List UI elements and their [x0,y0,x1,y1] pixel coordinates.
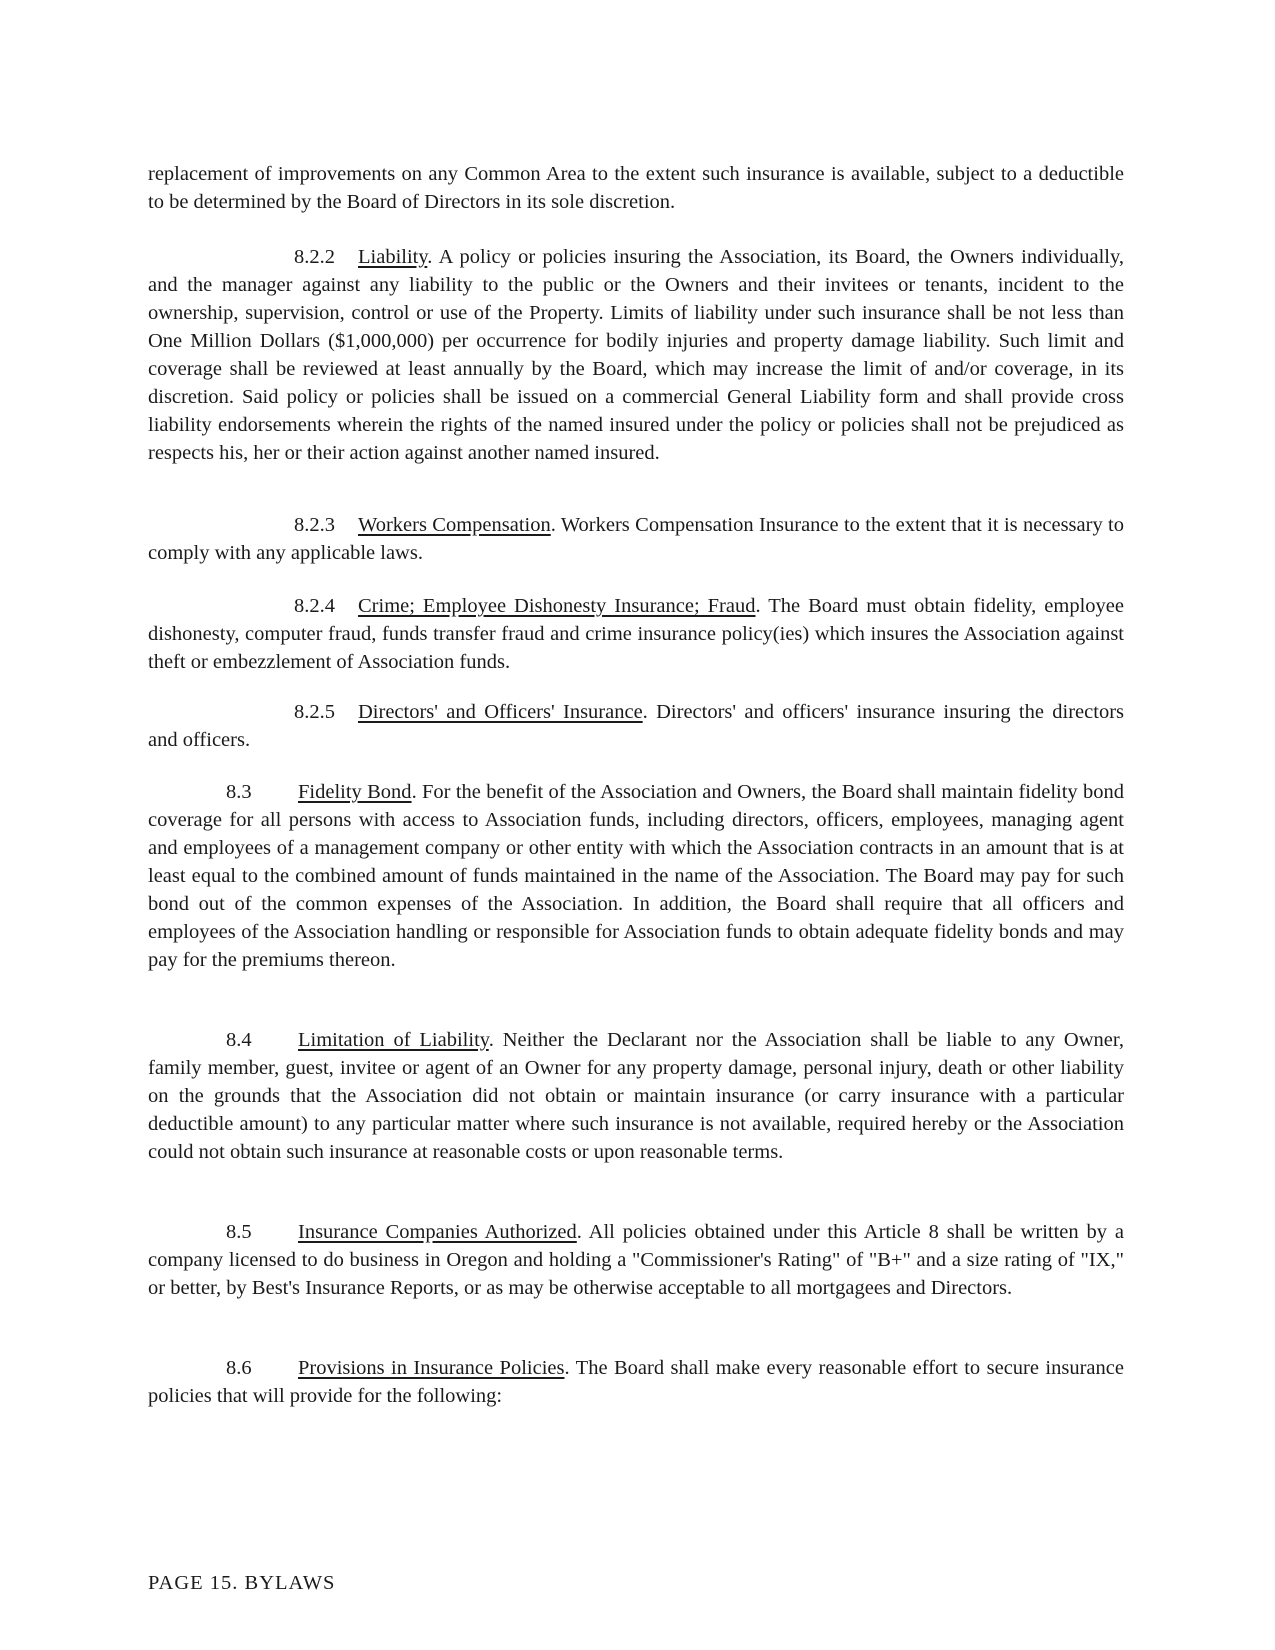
section-number: 8.4 [226,1029,252,1051]
section-text: Workers Compensation Insurance to the extent that it is necessary to comply with any applicable laws. [148,514,1124,564]
section-8-5: 8.5 Insurance Companies Authorized. All policies obtained under this Article 8 shall be written by a company licensed to do business in Oregon and holding a "Commissioner's Rating" of "B+" and a size rating of "IX," or better, by Best's Insurance Reports, or as may be otherwise acceptable to all mortgagees and Directors. [148,1218,1124,1302]
section-text: Directors' and officers' insurance insuring the directors and officers. [148,701,1124,751]
section-text: The Board shall make every reasonable effort to secure insurance policies that will provide for the following: [148,1357,1124,1407]
continuation-paragraph: replacement of improvements on any Common Area to the extent such insurance is available, subject to a deductible to be determined by the Board of Directors in its sole discretion. [148,163,1124,213]
section-number: 8.6 [226,1357,252,1379]
section-8-4: 8.4 Limitation of Liability. Neither the Declarant nor the Association shall be liable to any Owner, family member, guest, invitee or agent of an Owner for any property damage, personal injury, death or other liability on the grounds that the Association did not obtain or maintain insurance (or carry insurance with a particular deductible amount) to any particular matter where such insurance is not available, required hereby or the Association could not obtain such insurance at reasonable costs or upon reasonable terms. [148,1026,1124,1166]
section-8-2-5: 8.2.5 Directors' and Officers' Insurance. Directors' and officers' insurance insuring the directors and officers. [148,698,1124,754]
section-text: Neither the Declarant nor the Association shall be liable to any Owner, family member, guest, invitee or agent of an Owner for any property damage, personal injury, death or other liability on the grounds that the Association did not obtain or maintain insurance (or carry insurance with a particular deductible amount) to any particular matter where such insurance is not available, required hereby or the Association could not obtain such insurance at reasonable costs or upon reasonable terms. [148,1029,1125,1163]
section-8-2-2: 8.2.2 Liability. A policy or policies insuring the Association, its Board, the Owners individually, and the manager against any liability to the public or the Owners and their invitees or tenants, incident to the ownership, supervision, control or use of the Property. Limits of liability under such insurance shall be not less than One Million Dollars ($1,000,000) per occurrence for bodily injuries and property damage liability. Such limit and coverage shall be reviewed at least annually by the Board, which may increase the limit of and/or coverage, in its discretion. Said policy or policies shall be issued on a commercial General Liability form and shall provide cross liability endorsements wherein the rights of the named insured under the policy or policies shall not be prejudiced as respects his, her or their action against another named insured. [148,243,1124,467]
section-8-2-4: 8.2.4 Crime; Employee Dishonesty Insurance; Fraud. The Board must obtain fidelity, employee dishonesty, computer fraud, funds transfer fraud and crime insurance policy(ies) which insures the Association against theft or embezzlement of Association funds. [148,592,1124,676]
section-8-3: 8.3 Fidelity Bond. For the benefit of the Association and Owners, the Board shall maintain fidelity bond coverage for all persons with access to Association funds, including directors, officers, employees, managing agent and employees of a management company or other entity with which the Association contracts in an amount that is at least equal to the combined amount of funds maintained in the name of the Association. The Board may pay for such bond out of the common expenses of the Association. In addition, the Board shall require that all officers and employees of the Association handling or responsible for Association funds to obtain adequate fidelity bonds and may pay for the premiums thereon. [148,778,1124,974]
page-footer: PAGE 15. BYLAWS [148,1572,336,1594]
section-text: The Board must obtain fidelity, employee dishonesty, computer fraud, funds transfer fraud and crime insurance policy(ies) which insures the Association against theft or embezzlement of Association funds. [148,595,1124,673]
section-8-6: 8.6 Provisions in Insurance Policies. The Board shall make every reasonable effort to secure insurance policies that will provide for the following: [148,1354,1124,1410]
section-number: 8.5 [226,1221,252,1243]
section-number: 8.2.4 [294,595,335,617]
section-heading: Insurance Companies Authorized [298,1221,577,1243]
section-8-2-3: 8.2.3 Workers Compensation. Workers Compensation Insurance to the extent that it is necessary to comply with any applicable laws. [148,511,1124,567]
section-heading: Workers Compensation [358,514,551,536]
section-number: 8.2.3 [294,514,335,536]
section-text: All policies obtained under this Article 8 shall be written by a company licensed to do business in Oregon and holding a "Commissioner's Rating" of "B+" and a size rating of "IX," or better, by Best's Insurance Reports, or as may be otherwise acceptable to all mortgagees and Directors. [148,1221,1124,1299]
section-heading: Directors' and Officers' Insurance [358,701,643,723]
section-heading: Fidelity Bond [298,781,412,803]
section-number: 8.3 [226,781,252,803]
section-heading: Crime; Employee Dishonesty Insurance; Fraud [358,595,756,617]
section-text: For the benefit of the Association and Owners, the Board shall maintain fidelity bond coverage for all persons with access to Association funds, including directors, officers, employees, managing agent and employees of a management company or other entity with which the Association contracts in an amount that is at least equal to the combined amount of funds maintained in the name of the Association. The Board may pay for such bond out of the common expenses of the Association. In addition, the Board shall require that all officers and employees of the Association handling or responsible for Association funds to obtain adequate fidelity bonds and may pay for the premiums thereon. [148,781,1124,971]
section-heading: Liability [358,246,428,268]
section-number: 8.2.5 [294,701,335,723]
section-number: 8.2.2 [294,246,335,268]
section-heading: Provisions in Insurance Policies [298,1357,565,1379]
section-text: A policy or policies insuring the Association, its Board, the Owners individually, and the manager against any liability to the public or the Owners and their invitees or tenants, incident to the ownership, supervision, control or use of the Property. Limits of liability under such insurance shall be not less than One Million Dollars ($1,000,000) per occurrence for bodily injuries and property damage liability. Such limit and coverage shall be reviewed at least annually by the Board, which may increase the limit of and/or coverage, in its discretion. Said policy or policies shall be issued on a commercial General Liability form and shall provide cross liability endorsements wherein the rights of the named insured under the policy or policies shall not be prejudiced as respects his, her or their action against another named insured. [148,246,1124,464]
section-heading: Limitation of Liability [298,1029,489,1051]
